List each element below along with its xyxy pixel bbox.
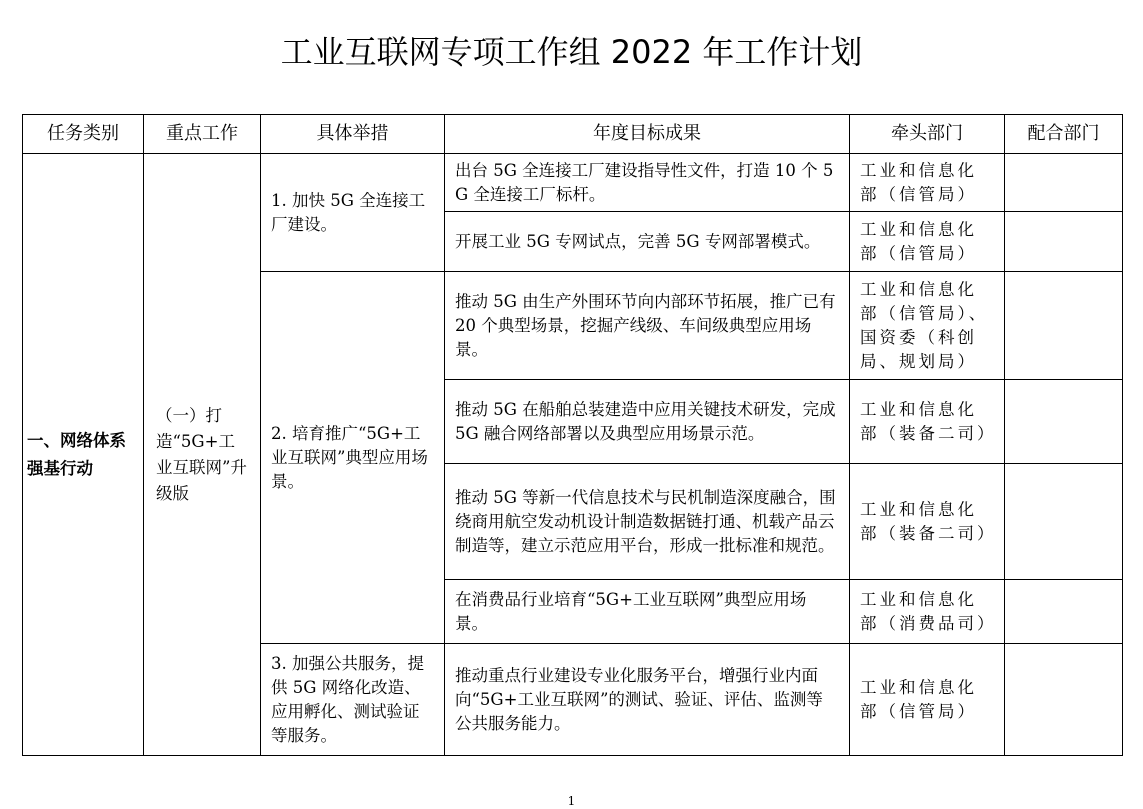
lead-department-cell: 工业和信息化部（信管局） xyxy=(850,154,1005,212)
support-department-cell xyxy=(1005,272,1123,380)
lead-department-cell: 工业和信息化部（信管局） xyxy=(850,644,1005,756)
task-category-cell: 一、网络体系强基行动 xyxy=(23,154,144,756)
lead-department-cell: 工业和信息化部（信管局）、国资委（科创局、规划局） xyxy=(850,272,1005,380)
measure-cell: 3. 加强公共服务，提供 5G 网络化改造、应用孵化、测试验证等服务。 xyxy=(261,644,445,756)
lead-department-cell: 工业和信息化部（装备二司） xyxy=(850,464,1005,580)
key-work-cell: （一）打造“5G+工业互联网”升级版 xyxy=(144,154,261,756)
work-plan-table xyxy=(22,114,1123,756)
support-department-cell xyxy=(1005,644,1123,756)
goal-cell: 出台 5G 全连接工厂建设指导性文件，打造 10 个 5G 全连接工厂标杆。 xyxy=(445,154,850,212)
support-department-cell xyxy=(1005,380,1123,464)
header-annual-goals: 年度目标成果 xyxy=(445,115,850,154)
support-department-cell xyxy=(1005,464,1123,580)
goal-cell: 推动 5G 在船舶总装建造中应用关键技术研发，完成 5G 融合网络部署以及典型应用场景示范。 xyxy=(445,380,850,464)
goal-cell: 开展工业 5G 专网试点，完善 5G 专网部署模式。 xyxy=(445,212,850,272)
goal-cell: 推动 5G 等新一代信息技术与民机制造深度融合，围绕商用航空发动机设计制造数据链打通、机载产品云制造等，建立示范应用平台，形成一批标准和规范。 xyxy=(445,464,850,580)
goal-cell: 推动重点行业建设专业化服务平台，增强行业内面向“5G+工业互联网”的测试、验证、评估、监测等公共服务能力。 xyxy=(445,644,850,756)
measure-cell: 1. 加快 5G 全连接工厂建设。 xyxy=(261,154,445,272)
lead-department-cell: 工业和信息化部（消费品司） xyxy=(850,580,1005,644)
header-task-category: 任务类别 xyxy=(23,115,144,154)
lead-department-cell: 工业和信息化部（信管局） xyxy=(850,212,1005,272)
header-lead-department: 牵头部门 xyxy=(850,115,1005,154)
support-department-cell xyxy=(1005,212,1123,272)
header-support-department: 配合部门 xyxy=(1005,115,1123,154)
measure-cell: 2. 培育推广“5G+工业互联网”典型应用场景。 xyxy=(261,272,445,644)
lead-department-cell: 工业和信息化部（装备二司） xyxy=(850,380,1005,464)
support-department-cell xyxy=(1005,154,1123,212)
support-department-cell xyxy=(1005,580,1123,644)
page-number: 1 xyxy=(567,794,576,808)
goal-cell: 推动 5G 由生产外围环节向内部环节拓展，推广已有 20 个典型场景，挖掘产线级、车间级典型应用场景。 xyxy=(445,272,850,380)
goal-cell: 在消费品行业培育“5G+工业互联网”典型应用场景。 xyxy=(445,580,850,644)
header-key-work: 重点工作 xyxy=(144,115,261,154)
header-measures: 具体举措 xyxy=(261,115,445,154)
document-title: 工业互联网专项工作组 2022 年工作计划 xyxy=(280,33,863,71)
table-header-row xyxy=(23,115,1123,154)
table-row xyxy=(23,154,1123,212)
